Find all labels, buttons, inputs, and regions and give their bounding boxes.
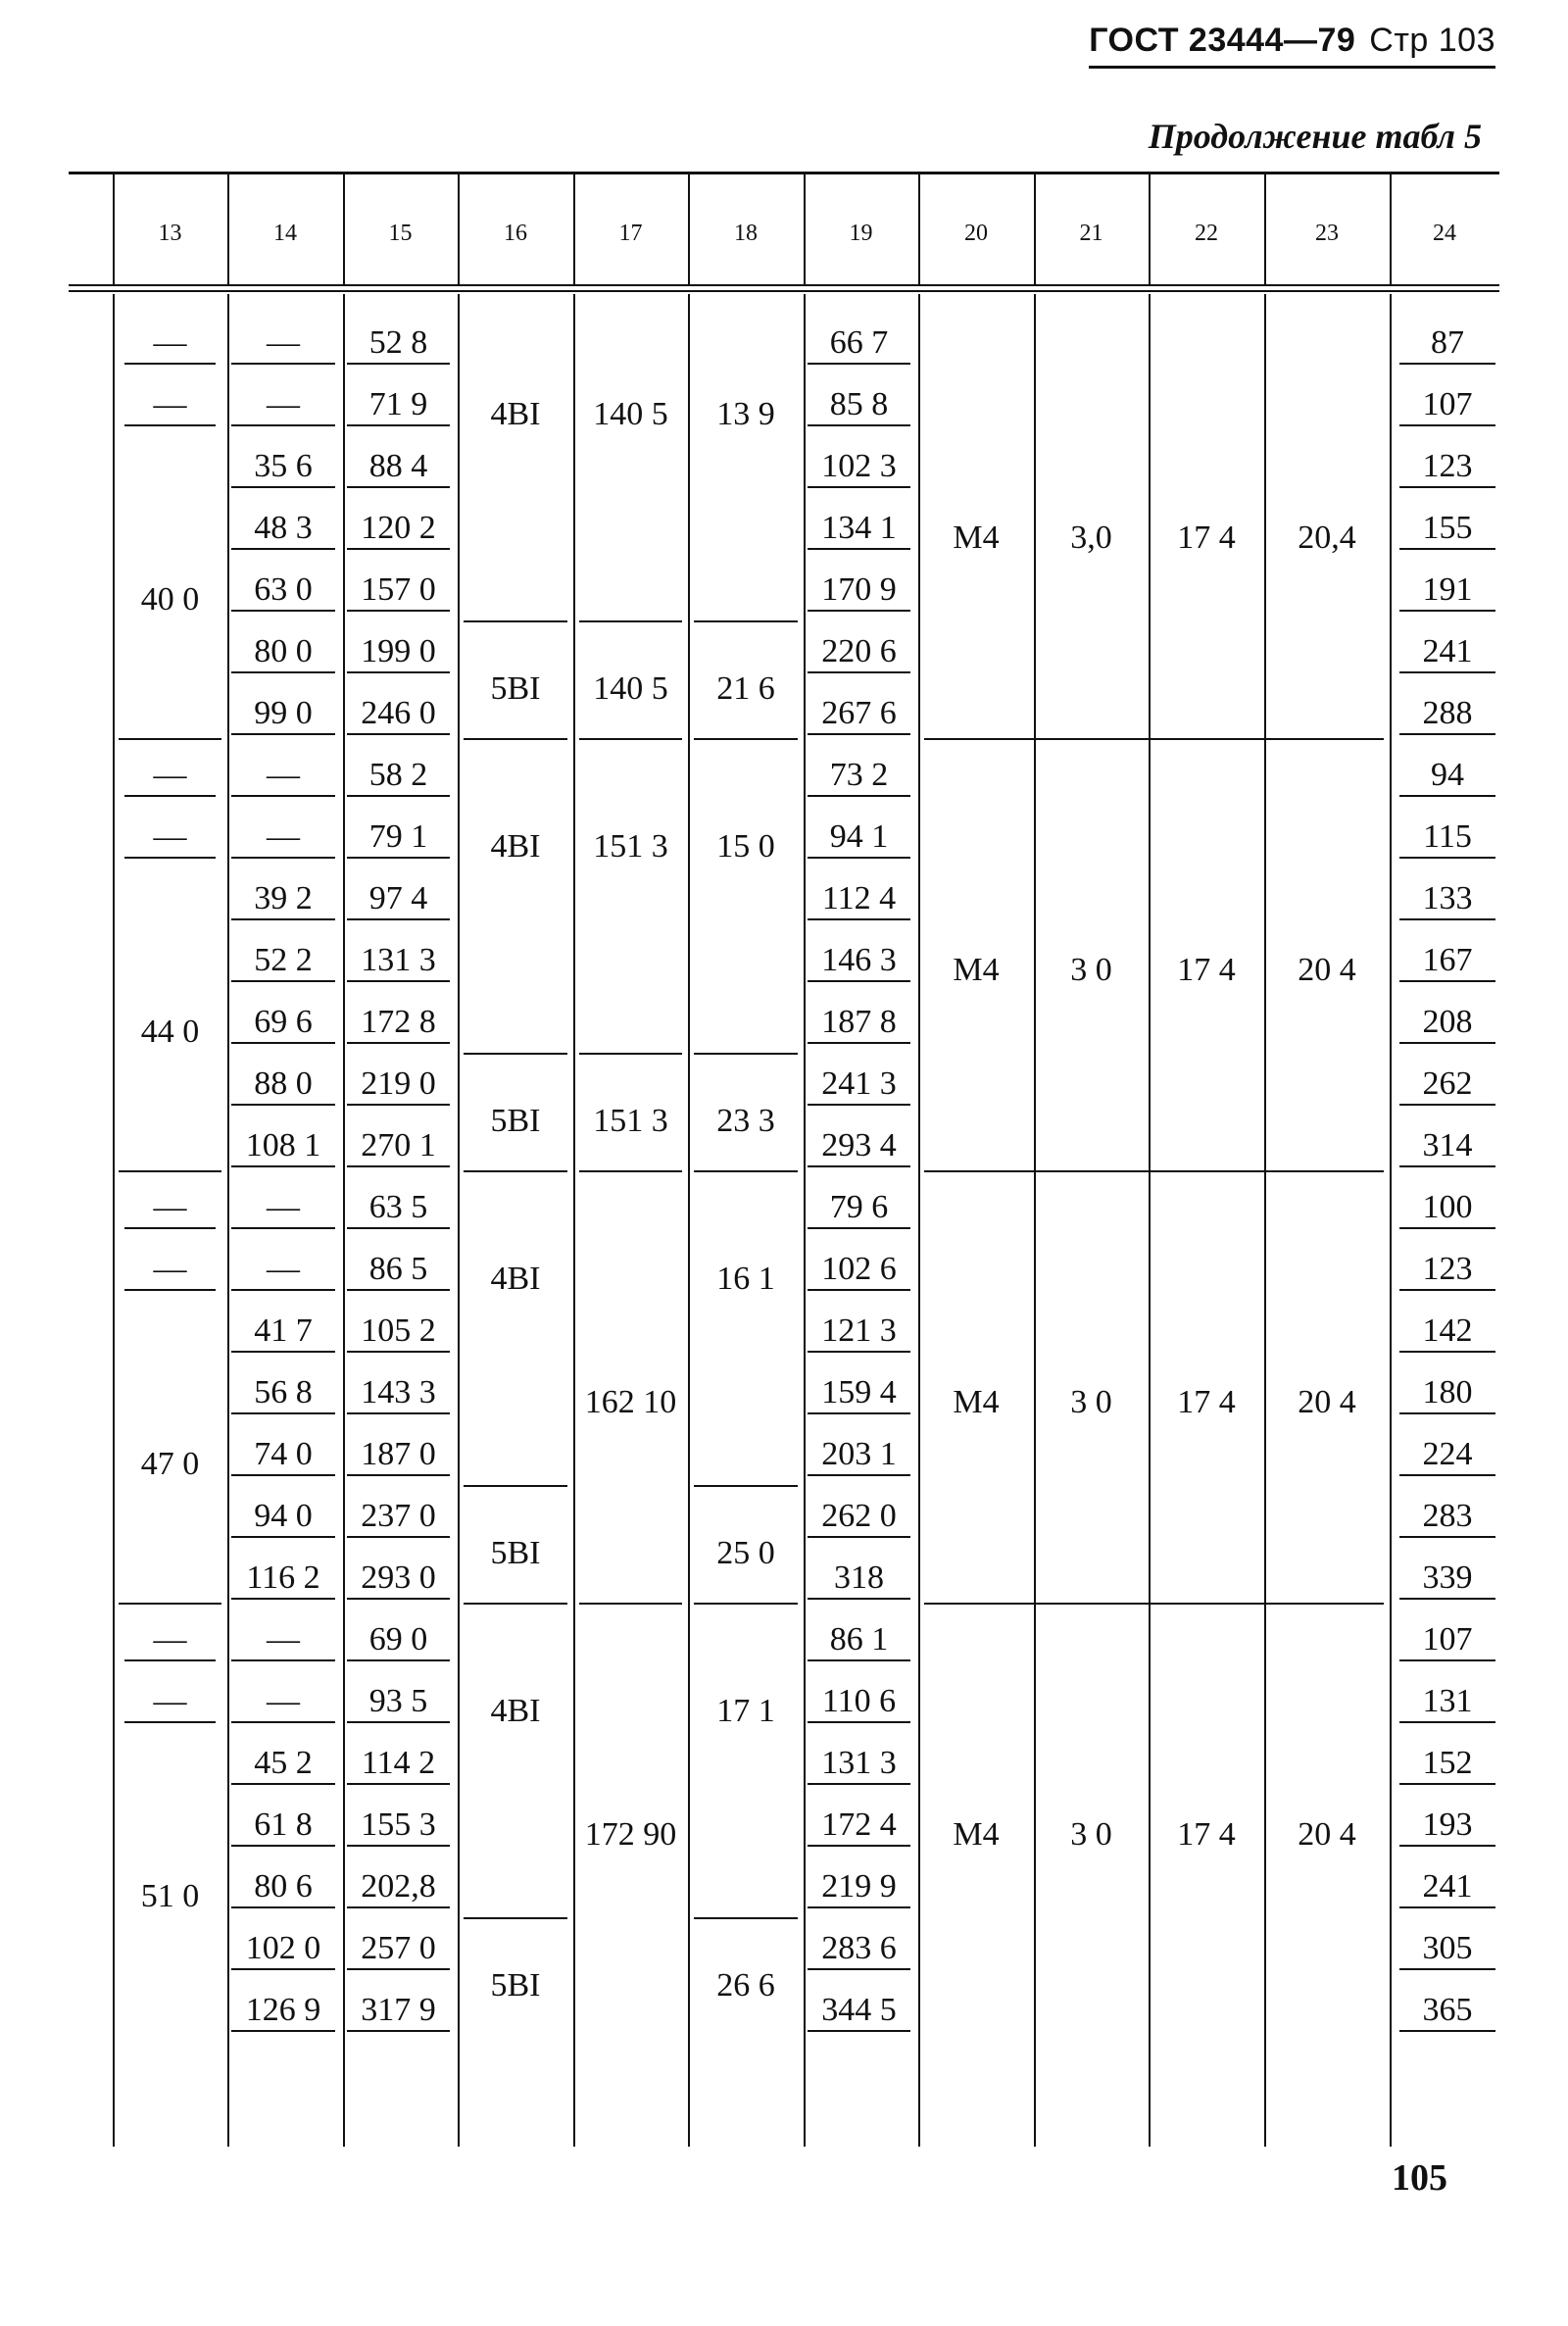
cell-col24: 314	[1399, 1126, 1495, 1167]
cell-col24: 224	[1399, 1435, 1495, 1476]
cell-col24: 283	[1399, 1497, 1495, 1538]
column-rule	[688, 294, 690, 2147]
cell-col15: 86 5	[347, 1250, 450, 1291]
merged-col21: 3 0	[1070, 1816, 1112, 1853]
merged-col20: M4	[953, 1816, 1000, 1853]
cell-col19: 112 4	[808, 879, 910, 920]
cell-col13: —	[124, 1682, 216, 1723]
group-divider	[464, 1170, 567, 1172]
cell-col24: 107	[1399, 1620, 1495, 1661]
merged-col20: M4	[953, 952, 1000, 988]
column-number: 20	[964, 221, 988, 246]
merged-col17: 162 10	[584, 1384, 677, 1420]
cell-col13: —	[124, 1250, 216, 1291]
cell-col15: 58 2	[347, 756, 450, 797]
cell-col19: 86 1	[808, 1620, 910, 1661]
merged-col18: 13 9	[716, 396, 775, 432]
cell-col24: 208	[1399, 1003, 1495, 1044]
cell-col15: 172 8	[347, 1003, 450, 1044]
cell-col24: 365	[1399, 1991, 1495, 2032]
column-rule	[918, 294, 920, 2147]
group-divider	[464, 1603, 567, 1605]
cell-col14: 88 0	[231, 1064, 335, 1106]
cell-col15: 317 9	[347, 1991, 450, 2032]
cell-col19: 79 6	[808, 1188, 910, 1229]
cell-col19: 146 3	[808, 941, 910, 982]
column-rule	[573, 294, 575, 2147]
cell-col19: 267 6	[808, 694, 910, 735]
merged-col18: 15 0	[716, 828, 775, 865]
group-divider	[119, 1170, 221, 1172]
merged-col18: 26 6	[716, 1966, 775, 2004]
cell-col24: 123	[1399, 1250, 1495, 1291]
cell-col15: 114 2	[347, 1744, 450, 1785]
column-rule	[1149, 294, 1151, 2147]
merged-col18: 25 0	[716, 1534, 775, 1571]
merged-col16: 5BI	[490, 1966, 541, 2004]
cell-col14: 80 6	[231, 1867, 335, 1908]
merged-col22: 17 4	[1177, 952, 1236, 988]
merged-col17: 172 90	[584, 1816, 677, 1853]
sub-divider	[694, 620, 798, 622]
cell-col15: 143 3	[347, 1373, 450, 1414]
cell-col14: 61 8	[231, 1806, 335, 1847]
cell-col19: 102 6	[808, 1250, 910, 1291]
cell-col24: 133	[1399, 879, 1495, 920]
cell-col14: 126 9	[231, 1991, 335, 2032]
cell-col15: 69 0	[347, 1620, 450, 1661]
cell-col14: —	[231, 756, 335, 797]
merged-col16: 4BI	[490, 1261, 541, 1297]
sub-divider	[694, 1053, 798, 1055]
cell-col19: 159 4	[808, 1373, 910, 1414]
cell-col24: 191	[1399, 570, 1495, 612]
cell-col19: 293 4	[808, 1126, 910, 1167]
cell-col14: 99 0	[231, 694, 335, 735]
cell-col14: —	[231, 1620, 335, 1661]
cell-col14: —	[231, 817, 335, 859]
cell-col14: —	[231, 323, 335, 365]
cell-col24: 288	[1399, 694, 1495, 735]
cell-col19: 241 3	[808, 1064, 910, 1106]
group-divider	[119, 1603, 221, 1605]
cell-col14: 39 2	[231, 879, 335, 920]
cell-col24: 87	[1399, 323, 1495, 365]
merged-col16: 4BI	[490, 1693, 541, 1729]
cell-col24: 123	[1399, 447, 1495, 488]
merged-col16: 4BI	[490, 828, 541, 865]
group-divider	[694, 1170, 798, 1172]
column-number: 14	[273, 221, 297, 246]
cell-col15: 71 9	[347, 385, 450, 426]
cell-col13: —	[124, 323, 216, 365]
cell-col19: 131 3	[808, 1744, 910, 1785]
cell-col19: 283 6	[808, 1929, 910, 1970]
cell-col24: 193	[1399, 1806, 1495, 1847]
cell-col19: 172 4	[808, 1806, 910, 1847]
cell-col14: 80 0	[231, 632, 335, 673]
cell-col15: 97 4	[347, 879, 450, 920]
cell-col14: 63 0	[231, 570, 335, 612]
cell-col14: —	[231, 1188, 335, 1229]
sub-divider	[464, 1485, 567, 1487]
column-number: 21	[1079, 221, 1103, 246]
cell-col15: 237 0	[347, 1497, 450, 1538]
sub-divider	[579, 620, 682, 622]
cell-col19: 134 1	[808, 509, 910, 550]
cell-col15: 120 2	[347, 509, 450, 550]
merged-col22: 17 4	[1177, 1816, 1236, 1853]
cell-col15: 52 8	[347, 323, 450, 365]
column-number: 15	[388, 221, 413, 246]
sub-divider	[464, 620, 567, 622]
cell-col15: 131 3	[347, 941, 450, 982]
cell-col14: 94 0	[231, 1497, 335, 1538]
merged-col13: 51 0	[140, 1878, 200, 1914]
cell-col19: 121 3	[808, 1311, 910, 1353]
cell-col19: 102 3	[808, 447, 910, 488]
merged-col23: 20 4	[1298, 952, 1356, 988]
merged-col20: M4	[953, 520, 1000, 556]
group-divider	[694, 1603, 798, 1605]
cell-col15: 293 0	[347, 1559, 450, 1600]
merged-col18: 16 1	[716, 1261, 775, 1297]
cell-col14: 35 6	[231, 447, 335, 488]
page-label: Стр 103	[1369, 22, 1495, 59]
merged-col13: 40 0	[140, 581, 200, 618]
cell-col15: 63 5	[347, 1188, 450, 1229]
merged-col17: 151 3	[593, 1102, 668, 1139]
cell-col19: 66 7	[808, 323, 910, 365]
merged-col18: 21 6	[716, 669, 775, 707]
group-divider	[924, 1170, 1384, 1172]
sub-divider	[694, 1485, 798, 1487]
cell-col19: 85 8	[808, 385, 910, 426]
cell-col24: 131	[1399, 1682, 1495, 1723]
column-number: 17	[618, 221, 643, 246]
cell-col24: 305	[1399, 1929, 1495, 1970]
cell-col24: 241	[1399, 1867, 1495, 1908]
footer-page-number: 105	[1392, 2157, 1447, 2199]
column-number: 22	[1195, 221, 1218, 246]
group-divider	[924, 1603, 1384, 1605]
merged-col17: 151 3	[593, 828, 668, 865]
column-number: 13	[158, 221, 182, 246]
cell-col19: 187 8	[808, 1003, 910, 1044]
merged-col17: 140 5	[593, 669, 668, 707]
merged-col20: M4	[953, 1384, 1000, 1420]
merged-col21: 3 0	[1070, 1384, 1112, 1420]
cell-col24: 100	[1399, 1188, 1495, 1229]
merged-col23: 20 4	[1298, 1384, 1356, 1420]
cell-col24: 180	[1399, 1373, 1495, 1414]
cell-col13: —	[124, 1620, 216, 1661]
cell-col19: 110 6	[808, 1682, 910, 1723]
cell-col24: 94	[1399, 756, 1495, 797]
column-rule	[227, 294, 229, 2147]
cell-col15: 202,8	[347, 1867, 450, 1908]
merged-col23: 20,4	[1298, 520, 1356, 556]
merged-col16: 5BI	[490, 669, 541, 707]
cell-col15: 257 0	[347, 1929, 450, 1970]
cell-col14: 48 3	[231, 509, 335, 550]
cell-col15: 219 0	[347, 1064, 450, 1106]
cell-col24: 262	[1399, 1064, 1495, 1106]
column-rule	[804, 294, 806, 2147]
merged-col21: 3 0	[1070, 952, 1112, 988]
cell-col19: 170 9	[808, 570, 910, 612]
group-divider	[924, 738, 1384, 740]
cell-col19: 203 1	[808, 1435, 910, 1476]
group-divider	[464, 738, 567, 740]
cell-col24: 152	[1399, 1744, 1495, 1785]
cell-col24: 107	[1399, 385, 1495, 426]
cell-col19: 219 9	[808, 1867, 910, 1908]
merged-col23: 20 4	[1298, 1816, 1356, 1853]
merged-col16: 5BI	[490, 1102, 541, 1139]
cell-col15: 79 1	[347, 817, 450, 859]
cell-col14: 108 1	[231, 1126, 335, 1167]
column-number: 19	[849, 221, 873, 246]
table-caption: Продолжение табл 5	[1148, 117, 1482, 156]
group-divider	[579, 1603, 682, 1605]
cell-col14: 52 2	[231, 941, 335, 982]
cell-col14: 56 8	[231, 1373, 335, 1414]
cell-col15: 88 4	[347, 447, 450, 488]
cell-col19: 94 1	[808, 817, 910, 859]
table-header-rule	[69, 284, 1499, 286]
cell-col13: —	[124, 385, 216, 426]
cell-col15: 157 0	[347, 570, 450, 612]
merged-col16: 4BI	[490, 396, 541, 432]
cell-col13: —	[124, 1188, 216, 1229]
merged-col21: 3,0	[1070, 520, 1112, 556]
cell-col14: —	[231, 1250, 335, 1291]
table-top-rule	[69, 172, 1499, 174]
cell-col14: 74 0	[231, 1435, 335, 1476]
merged-col13: 44 0	[140, 1014, 200, 1050]
cell-col19: 220 6	[808, 632, 910, 673]
merged-col22: 17 4	[1177, 1384, 1236, 1420]
column-rule	[458, 294, 460, 2147]
cell-col19: 262 0	[808, 1497, 910, 1538]
merged-col17: 140 5	[593, 396, 668, 432]
group-divider	[579, 738, 682, 740]
cell-col13: —	[124, 817, 216, 859]
merged-col18: 17 1	[716, 1693, 775, 1729]
cell-col24: 167	[1399, 941, 1495, 982]
column-rule	[343, 294, 345, 2147]
cell-col19: 73 2	[808, 756, 910, 797]
column-rule	[113, 294, 115, 2147]
cell-col15: 93 5	[347, 1682, 450, 1723]
cell-col24: 155	[1399, 509, 1495, 550]
sub-divider	[579, 1053, 682, 1055]
cell-col14: 102 0	[231, 1929, 335, 1970]
cell-col14: 116 2	[231, 1559, 335, 1600]
sub-divider	[694, 1917, 798, 1919]
sub-divider	[464, 1917, 567, 1919]
merged-col13: 47 0	[140, 1446, 200, 1482]
merged-col22: 17 4	[1177, 520, 1236, 556]
cell-col14: —	[231, 385, 335, 426]
cell-col24: 241	[1399, 632, 1495, 673]
column-number: 18	[734, 221, 758, 246]
column-number: 23	[1315, 221, 1339, 246]
merged-col18: 23 3	[716, 1102, 775, 1139]
column-rule	[1390, 294, 1392, 2147]
cell-col19: 318	[808, 1559, 910, 1600]
cell-col24: 339	[1399, 1559, 1495, 1600]
cell-col24: 142	[1399, 1311, 1495, 1353]
column-rule	[1034, 294, 1036, 2147]
column-rule	[1264, 294, 1266, 2147]
cell-col14: 41 7	[231, 1311, 335, 1353]
cell-col19: 344 5	[808, 1991, 910, 2032]
table-header-rule-2	[69, 290, 1499, 292]
cell-col14: 45 2	[231, 1744, 335, 1785]
cell-col15: 246 0	[347, 694, 450, 735]
cell-col15: 199 0	[347, 632, 450, 673]
group-divider	[119, 738, 221, 740]
group-divider	[579, 1170, 682, 1172]
column-number: 16	[504, 221, 527, 246]
cell-col15: 187 0	[347, 1435, 450, 1476]
cell-col14: —	[231, 1682, 335, 1723]
cell-col15: 105 2	[347, 1311, 450, 1353]
cell-col14: 69 6	[231, 1003, 335, 1044]
standard-number: ГОСТ 23444—79	[1089, 22, 1356, 59]
cell-col13: —	[124, 756, 216, 797]
sub-divider	[464, 1053, 567, 1055]
column-number: 24	[1433, 221, 1456, 246]
group-divider	[694, 738, 798, 740]
cell-col15: 155 3	[347, 1806, 450, 1847]
merged-col16: 5BI	[490, 1534, 541, 1571]
cell-col15: 270 1	[347, 1126, 450, 1167]
cell-col24: 115	[1399, 817, 1495, 859]
